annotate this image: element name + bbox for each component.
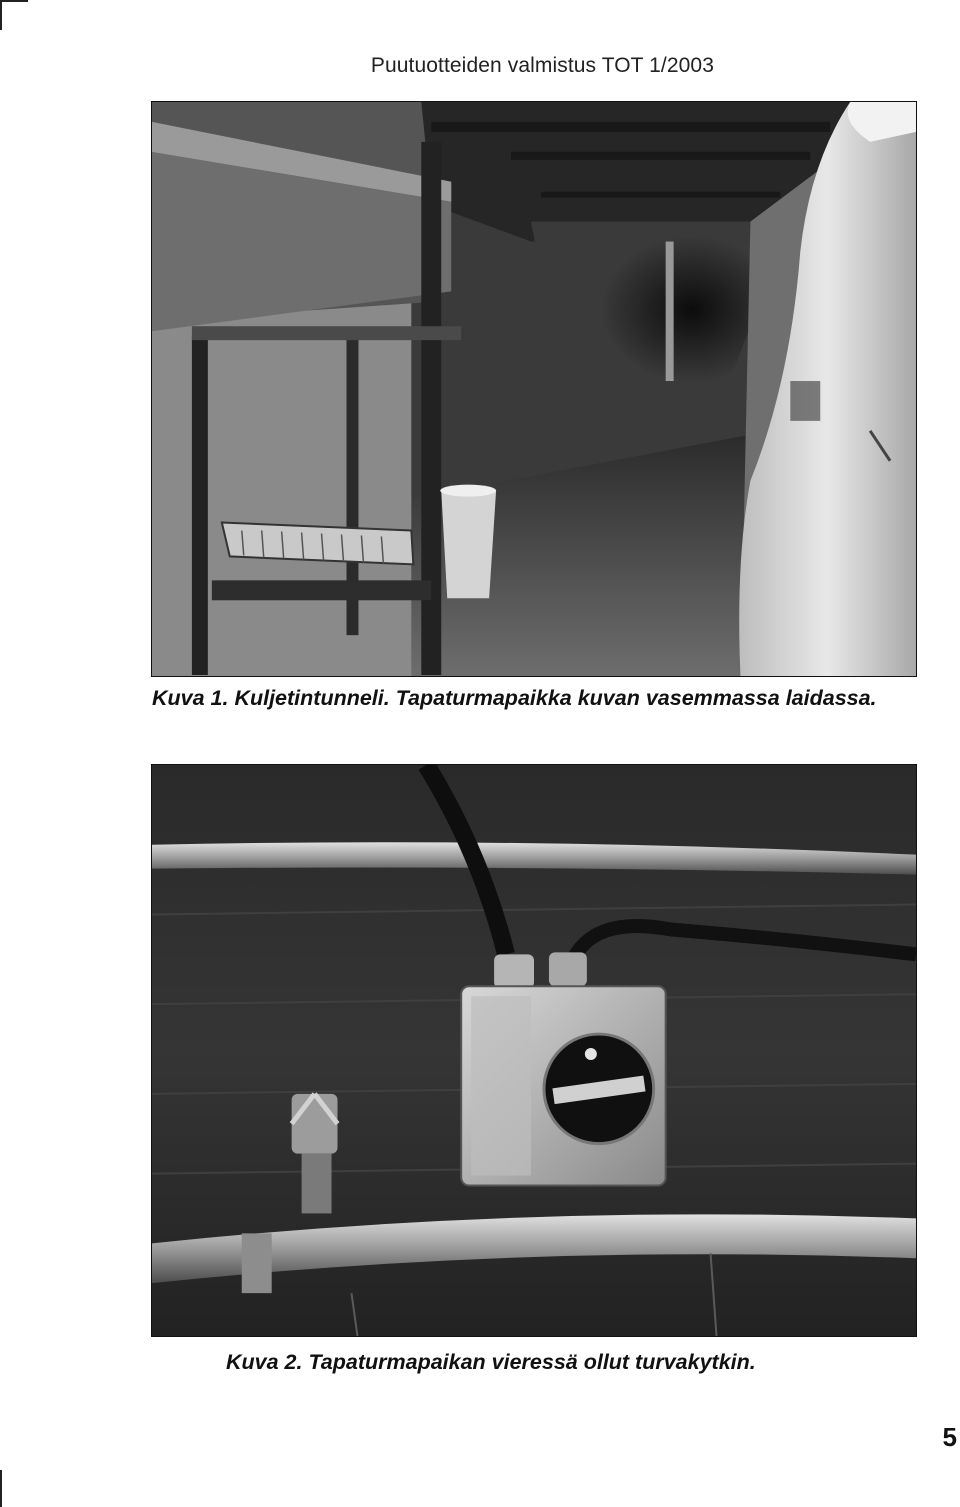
photo-conveyor-tunnel bbox=[151, 101, 917, 677]
figure-1-caption: Kuva 1. Kuljetintunneli. Tapaturmapaikka kuvan vasemmassa laidassa. bbox=[152, 686, 877, 710]
running-header: Puutuotteiden valmistus TOT 1/2003 bbox=[370, 54, 714, 77]
photo-safety-switch bbox=[151, 764, 917, 1337]
page-number: 5 bbox=[942, 1422, 957, 1452]
figure-2-caption: Kuva 2. Tapaturmapaikan vieressä ollut turvakytkin. bbox=[226, 1350, 756, 1374]
crop-mark-bottom-left-vertical bbox=[0, 1470, 2, 1507]
crop-mark-top-left-horizontal bbox=[0, 0, 28, 2]
crop-mark-top-left-vertical bbox=[0, 0, 2, 30]
